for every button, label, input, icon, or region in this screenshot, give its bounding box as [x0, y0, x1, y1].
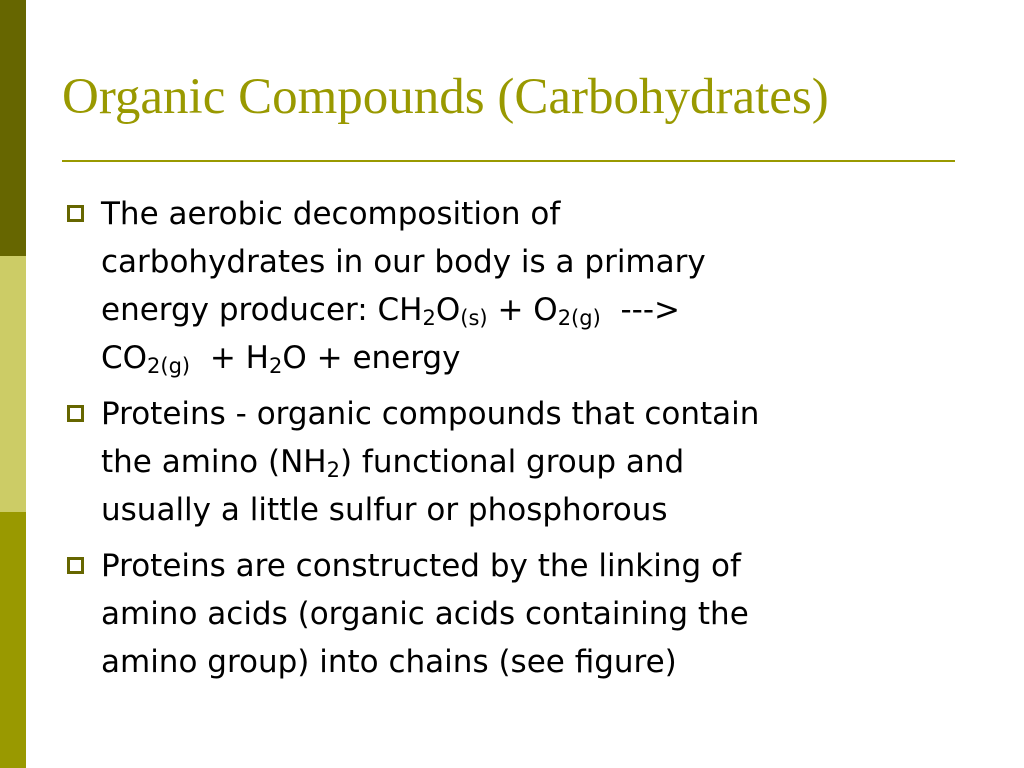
subscript: 2(g) [147, 354, 191, 378]
bullet-item-aerobic-decomposition [62, 190, 962, 382]
bullet-line [101, 238, 962, 286]
bullet-line [101, 638, 962, 686]
bullet-list [62, 190, 962, 694]
accent-bar-bottom [0, 512, 26, 768]
equation-text: CO [101, 340, 148, 376]
equation-text: + H [190, 340, 269, 376]
bullet-text: amino group) into chains (see figure) [101, 644, 677, 680]
bullet-line-equation [101, 286, 962, 334]
equation-text: O [435, 292, 461, 328]
bullet-text: carbohydrates in our body is a primary [101, 244, 706, 280]
bullet-line [101, 190, 962, 238]
bullet-text: The aerobic decomposition of [101, 196, 561, 232]
subscript: 2 [268, 354, 283, 378]
bullet-text: usually a little sulfur or phosphorous [101, 492, 668, 528]
equation-text: O + energy [282, 340, 461, 376]
bullet-line [101, 390, 962, 438]
subscript: 2(g) [557, 306, 601, 330]
square-bullet-icon [67, 557, 84, 574]
bullet-item-proteins-definition [62, 390, 962, 534]
bullet-line [101, 486, 962, 534]
bullet-line [101, 542, 962, 590]
equation-text: energy producer: CH [101, 292, 423, 328]
title-underline [62, 160, 955, 162]
subscript: (s) [460, 306, 488, 330]
bullet-line [101, 438, 962, 486]
bullet-text: Proteins - organic compounds that contain [101, 396, 760, 432]
equation-text: ---> [600, 292, 681, 328]
subscript: 2 [326, 458, 340, 482]
equation-text: + O [487, 292, 558, 328]
bullet-text: ) functional group and [339, 444, 685, 480]
square-bullet-icon [67, 405, 84, 422]
accent-bar-top [0, 0, 26, 256]
bullet-line-equation [101, 334, 962, 382]
slide-title: Organic Compounds (Carbohydrates) [62, 69, 829, 125]
bullet-item-proteins-construction [62, 542, 962, 686]
bullet-text: amino acids (organic acids containing the [101, 596, 749, 632]
accent-bar-middle [0, 256, 26, 512]
subscript: 2 [422, 306, 436, 330]
bullet-text: Proteins are constructed by the linking of [101, 548, 741, 584]
square-bullet-icon [67, 205, 84, 222]
bullet-line [101, 590, 962, 638]
bullet-text: the amino (NH [101, 444, 327, 480]
